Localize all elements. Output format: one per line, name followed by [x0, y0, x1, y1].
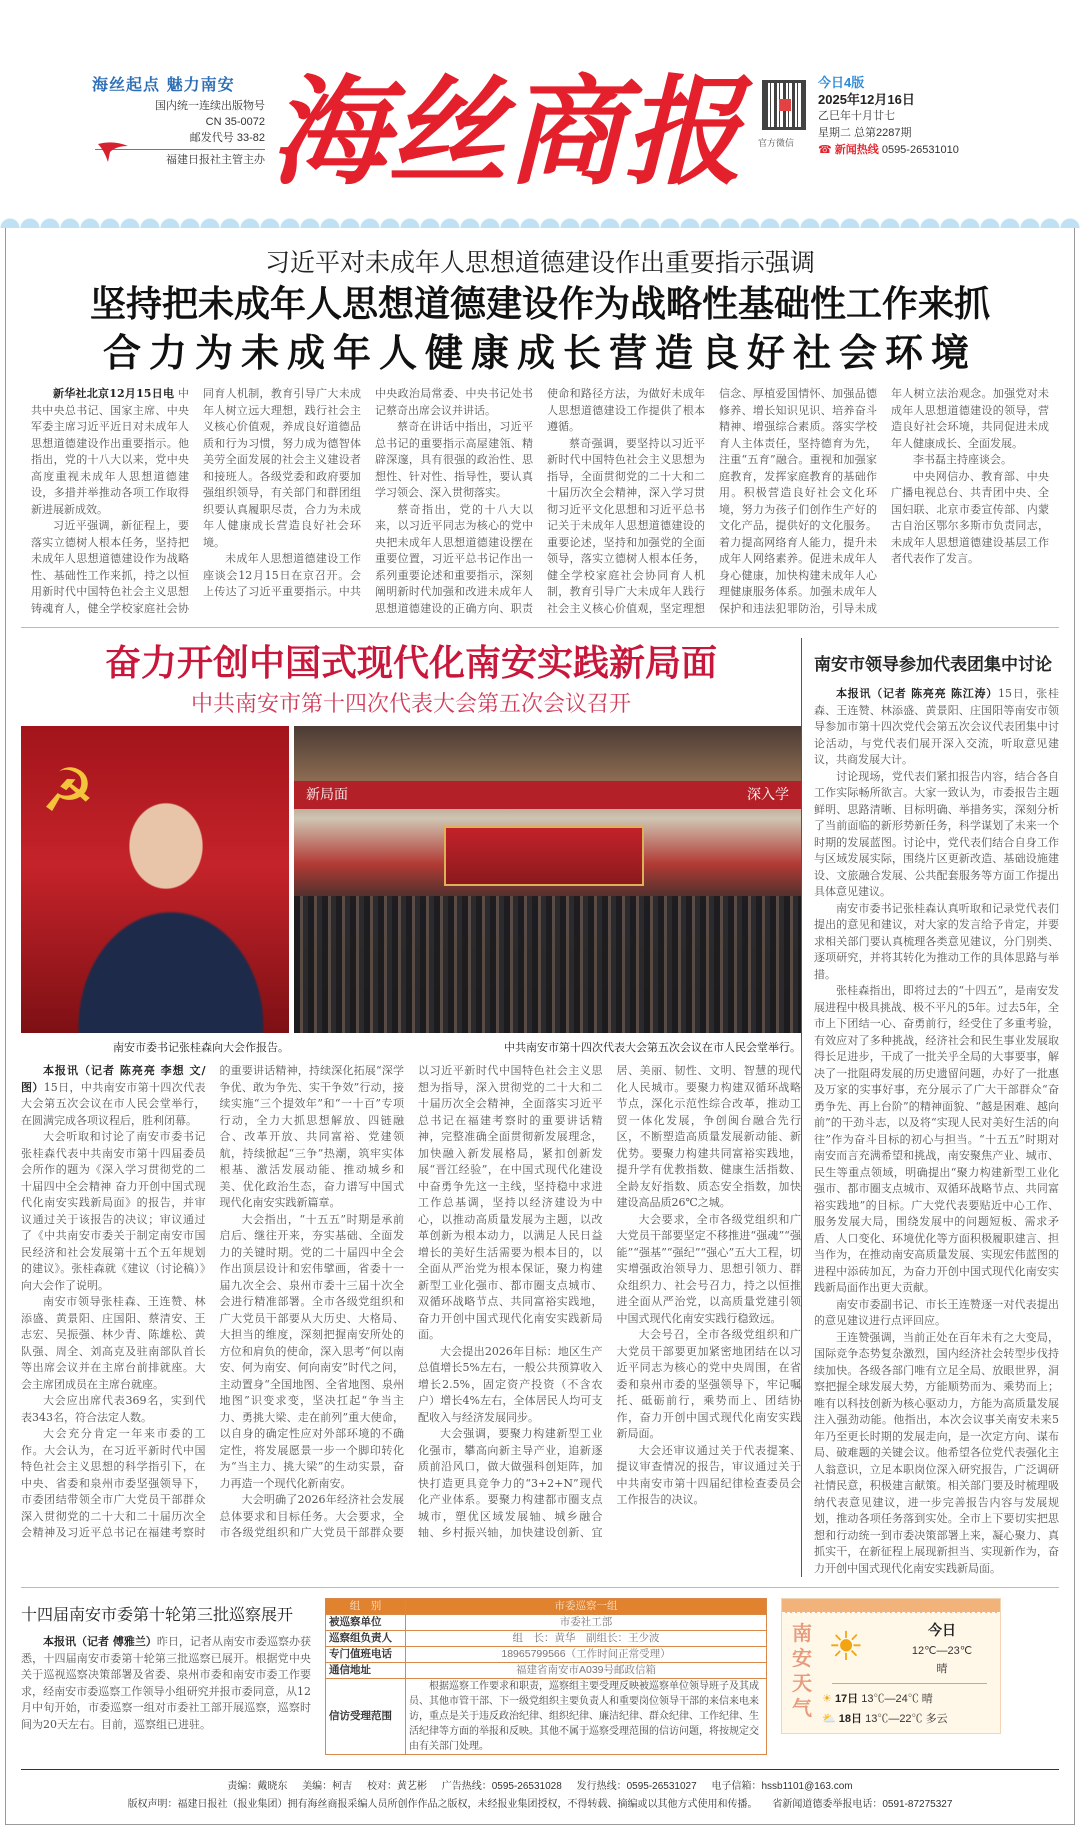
table-row [326, 1631, 767, 1647]
paragraph-text: 大会明确了2026年经济社会发展总体要求和目标任务。大会要求，全市各级党组织和广大党员干部群众要以习近平新时代中国特色社会主义思想为指导，深入贯彻党的二十大和二十届历次全会精神，全面落实习近平总书记在福建考察时的重要讲话精神，完整准确全面贯彻新发展理念，加快融入新发展格局，紧扣创新发展“晋江经验”，在中国式现代化建设中奋勇争先这一主线，坚持稳中求进工作总基调，坚持以经济建设为中心，以推动高质量发展为主题，以改革创新为根本动力，以满足人民日益增长的美好生活需要为根本目的，以全面从严治党为根本保证，聚力构建新型工业化强市、都市圈支点城市、双循环战略节点、共同富裕实践地，奋力开创中国式现代化南安实践新局面。 [219, 1064, 603, 1539]
footer-copyright [21, 1796, 1059, 1814]
congress-subheadline: 中共南安市第十四次代表大会第五次会议召开 [190, 691, 631, 716]
designer: 美编：柯吉 [302, 1781, 353, 1792]
row-value: 福建省南安市A039号邮政信箱 [406, 1663, 767, 1679]
sun-icon: ☀ [822, 1693, 832, 1705]
paragraph [21, 1129, 206, 1294]
page-frame [5, 228, 1075, 1825]
forecast-range: 13℃—22℃ [865, 1713, 923, 1725]
decorative-strip [782, 1599, 1000, 1613]
proofreader: 校对：黄艺彬 [366, 1781, 427, 1792]
issue-date: 2025年12月16日 [818, 92, 915, 107]
table-row [326, 1679, 767, 1755]
paragraph-text: 大会充分肯定一年来市委的工作。大会认为，在习近平新时代中国特色社会主义思想的科学指引下，在中央、省委和泉州市委坚强领导下，市委团结带领全市广大党员干部群众深入贯彻党的二十大和二十届历次全会精神及习近平总书记在福建考察时的重要讲话精神，持续深化拓展“深学争优、敢为争先、实干争效”行动，接续实施“三个提效年”和“一十百”专项行动，全力大抓思想解放、四链融合、改革开放、共同富裕、党建领航，持续掀起“三争”热潮，筑牢实体根基、激活发展动能、推动城乡和美、优化政治生态，奋力谱写中国式现代化南安实践新篇章。 [21, 1064, 404, 1539]
ad-hotline: 广告热线：0595-26531028 [441, 1781, 562, 1792]
paragraph [814, 983, 1059, 1297]
sponsor: 福建日报社主管主办 [166, 154, 265, 166]
table-header-row [326, 1599, 767, 1615]
banner-text-left: 新局面 [306, 787, 348, 803]
audience [294, 896, 801, 1033]
phone-icon: ☎ [818, 144, 832, 156]
paragraph-text: 讨论现场，党代表们紧扣报告内容，结合各自工作实际畅所欲言。大家一致认为，市委报告主题鲜明、思路清晰、目标明确、举措务实，深刻分析了当前面临的新形势新任务，科学谋划了未来一个时期的发展蓝图。讨论中，党代表们结合自身工作与区域发展实际，围绕片区更新改造、基础设施建设、文旅融合发展、公共配套服务等方面工作提出具体意见建议。 [814, 769, 1059, 898]
publisher-logo-icon [98, 140, 128, 162]
cn-number: CN 35-0072 [205, 116, 265, 128]
paragraph-text: 大会要求，全市各级党组织和广大党员干部要坚定不移推进“强魂”“强能”“强基”“强纪”“强心”五大工程，切实增强政治领导力、思想引领力、群众组织力、社会号召力，持之以恒推进全面从严治党，以高质量党建引领中国式现代化南安实践行稳致远。 [616, 1212, 801, 1325]
delegation-story-body [814, 686, 1059, 1577]
forecast-condition: 晴 [921, 1693, 933, 1705]
paragraph-text: 蔡奇指出，党的十八大以来，以习近平同志为核心的党中央把未成年人思想道德建设摆在重要位置，习近平总书记作出一系列重要论述和重要指示，深刻阐明新时代加强和改进未成年人思想道德建设的正确方向、职责使命和路径方法，为做好未成年人思想道德建设工作提供了根本遵循。 [375, 387, 705, 615]
paragraph [814, 901, 1059, 984]
paragraph-text: 中央网信办、教育部、中央广播电视总台、共青团中央、全国妇联、北京市委宣传部、内蒙古自治区鄂尔多斯市负责同志，未成年人思想道德建设基层工作者代表作了发言。 [891, 469, 1049, 565]
weekday-issue: 星期二 总第2287期 [818, 127, 912, 139]
row-label: 被巡察单位 [326, 1615, 406, 1631]
patrol-story-body [21, 1634, 311, 1733]
serial-label: 国内统一连续出版物号 [155, 100, 265, 112]
paragraph [418, 1344, 603, 1427]
patrol-headline: 十四届南安市委第十轮第三批巡察展开 [21, 1607, 294, 1624]
paragraph-text: 李书磊主持座谈会。 [913, 453, 1012, 466]
qr-code-icon[interactable] [762, 80, 806, 130]
lead-kicker: 习近平对未成年人思想道德建设作出重要指示强调 [264, 249, 815, 277]
forecast-day: 17日 [834, 1693, 859, 1705]
delegation-story [801, 638, 1059, 1577]
photo-row [21, 726, 801, 1033]
row-label: 巡察组负责人 [326, 1631, 406, 1647]
weather-today-condition: 晴 [936, 1662, 948, 1675]
dateline: 新华社北京12月15日电 [53, 387, 175, 400]
forecast-condition: 多云 [925, 1713, 948, 1725]
newspaper-title-logo: 海丝商报 [270, 62, 743, 201]
middle-section [21, 638, 1059, 1577]
row-label: 通信地址 [326, 1663, 406, 1679]
email[interactable]: 电子信箱：hssb1101@163.com [711, 1781, 853, 1792]
patrol-info-table [325, 1598, 767, 1755]
hotline-number: 0595-26531010 [881, 144, 959, 156]
paragraph-text: 南安市领导张桂森、王连赞、林添盛、黄景阳、庄国阳、蔡清安、王志宏、吴振强、林少青、陈雄松、黄队强、周全、刘高克及驻南部队首长等出席会议并在主席台前排就座。大会主席团成员在主席台就座。 [21, 1295, 206, 1391]
page-count: 今日4版 [818, 75, 865, 90]
lead-story-body [31, 386, 1049, 617]
paragraph-text: 大会指出，“十五五”时期是承前启后、继往开来，夯实基础、全面发力的关键时期。党的二十届四中全会作出顶层设计和宏伟擘画，省委十一届九次全会、泉州市委十三届十次全会进行精准部署。全市各级党组织和广大党员干部要从大历史、大格局、大担当的维度，深刻把握南安所处的方位和肩负的使命，深入思考“何以南安、何为南安、何向南安”时代之问，主动置身“全国地图、全省地图、泉州地图”识变求变，坚决扛起“争当主力、勇挑大梁、走在前列”重大使命，以自身的确定性应对外部环境的不确定性，将发展愿景一步一个脚印转化为“当主力、挑大梁”的生动实景，奋力再造一个现代化新南安。 [219, 1212, 404, 1490]
editor: 责编：戴晓东 [227, 1781, 288, 1792]
qr-label: 官方微信 [758, 138, 795, 148]
congress-headline: 奋力开创中国式现代化南安实践新局面 [104, 642, 717, 683]
paragraph-text: 大会强调，要聚力构建新型工业化强市，攀高向新主导产业，追新逐质前沿风口，做大做强科创矩阵，加快打造更具竞争力的“3+2+N”现代化产业体系。要聚力构建都市圈支点城市，塑优区域发展轴、城乡融合轴、乡村振兴轴，加快建设创新、宜居、美丽、韧性、文明、智慧的现代化人民城市。要聚力构建双循环战略节点，深化示范性综合改革，推动工贸一体化发展，争创闽台融合先行区，不断塑造高质量发展新动能、新优势。要聚力构建共同富裕实践地，提升学有优教指数、健康生活指数、全龄友好指数、质态安全指数，加快建设高品质26℃之城。 [418, 1064, 801, 1539]
weather-box [781, 1598, 1001, 1734]
photo-caption-right: 中共南安市第十四次代表大会第五次会议在市人民会堂举行。 [504, 1042, 801, 1054]
paragraph [814, 1330, 1059, 1578]
lead-headline-2: 合力为未成年人健康成长营造良好社会环境 [102, 330, 977, 375]
paragraph-text: 15日，中共南安市第十四次代表大会第五次会议在市人民会堂举行，在圆满完成各项议程后，胜利闭幕。 [21, 1080, 206, 1127]
weather-today-range: 12℃—23℃ [911, 1645, 973, 1657]
row-value: 根据巡察工作要求和职责，巡察组主要受理反映被巡察单位领导班子及其成员、其他市管干部、下一级党组织主要负责人和重要岗位领导干部的来信来电来访，重点是关于违反政治纪律、组织纪律、廉洁纪律、群众纪律、工作纪律、生活纪律等方面的举报和反映。其他不属于巡察受理范围的信访问题，将按规定交由有关部门处理。 [406, 1679, 767, 1755]
stage [444, 826, 644, 886]
table-header-label: 组 别 [326, 1599, 406, 1615]
paragraph [31, 386, 189, 518]
copyright-notice: 版权声明：福建日报社（报业集团）拥有海丝商报采编人员所创作作品之版权，未经报业集团授权，不得转载、摘编或以其他方式使用和传播。 [127, 1799, 758, 1810]
paragraph [617, 1327, 802, 1443]
paragraph-text: 中共中央总书记、国家主席、中央军委主席习近平近日对未成年人思想道德建设作出重要指示。他指出，党的十八大以来，党中央高度重视未成年人思想道德建设，多措并举推动各项工作取得新进展新成效。 [31, 387, 189, 516]
paragraph-text: 未成年人思想道德建设工作座谈会12月15日在京召开。会上传达了习近平重要指示。中共中央政治局常委、中央书记处书记蔡奇出席会议并讲话。 [203, 387, 533, 598]
caption-row [21, 1039, 801, 1055]
paragraph-text: 南安市委书记张桂森认真听取和记录党代表们提出的意见和建议，对大家的发言给予肯定，并要求相关部门要认真梳理各类意见建议，分门别类、逐项研究，并将其转化为推动工作的具体思路与举措。 [814, 901, 1059, 981]
delegation-headline: 南安市领导参加代表团集中讨论 [814, 655, 1052, 674]
table-header-value: 市委巡察一组 [406, 1599, 767, 1615]
paragraph [21, 1294, 206, 1393]
forecast-item [822, 1711, 948, 1727]
paragraph-text: 王连赞强调，当前正处在百年未有之大变局，国际竞争态势复杂激烈，国内经济社会转型步伐持续加快。各级各部门唯有立足全局、放眼世界，洞察把握全球发展大势，方能顺势而为、乘势而上；唯有以科技创新为核心驱动力，方能为高质量发展注入强劲动能。他指出，本次会议事关南安未来5年乃至更长时期的发展走向，是一次定方向、谋布局、破难题的关键会议。他希望各位党代表强化主人翁意识，立足本职岗位深入研究报告，广泛调研社情民意，积极建言献策。相关部门要及时梳理吸纳代表意见建议，进一步完善报告内容与发展规划，推动各项任务落到实处。全市上下要切实把思想和行动统一到市委决策部署上来，凝心聚力、真抓实干，在新征程上展现新担当、实现新作为，奋力开创中国式现代化南安实践新局面。 [814, 1330, 1059, 1575]
divider [21, 1587, 1059, 1588]
masthead-slogan: 海丝起点 魅力南安 [92, 75, 235, 94]
sun-icon: ☀ [828, 1624, 864, 1670]
paragraph [21, 1393, 206, 1426]
paragraph-text: 张桂森指出，即将过去的“十四五”，是南安发展进程中极具挑战、极不平凡的5年。过去5年，全市上下团结一心、奋勇前行，经受住了多重考验，有效应对了多种挑战，经济社会和民生事业发展取得长足进步，干成了一批关乎全局的大事要事，解决了一批阻碍发展的历史遗留问题，办好了一批惠及万家的实事好事，充分展示了广大干部群众“奋勇争先、再上台阶”的精神面貌、“越是困难、越向前”的干劲斗志，以及将“实现人民对美好生活的向往”作为奋斗目标的初心与担当。“十五五”时期对南安而言充满希望和挑战，南安聚焦产业、城市、民生等重点领域，明确提出“聚力构建新型工业化强市、都市圈支点城市、双循环战略节点、共同富裕实践地”的目标。广大党代表要贴近中心工作、服务发展大局，围绕发展中的问题短板、需求矛盾、人口变化、环境优化等方面积极履职建言、担当作为，在推动南安高质量发展、实现宏伟蓝图的进程中添砖加瓦，为奋力开创中国式现代化南安实践新局面作出更大贡献。 [814, 984, 1059, 1294]
paragraph [814, 686, 1059, 769]
paragraph-text: 南安市委副书记、市长王连赞逐一对代表提出的意见建议进行点评回应。 [814, 1297, 1059, 1327]
distribution-hotline: 发行热线：0595-26531027 [576, 1781, 697, 1792]
table-row [326, 1647, 767, 1663]
footer-credits [21, 1778, 1059, 1796]
paragraph [891, 452, 1049, 469]
lead-headline-1: 坚持把未成年人思想道德建设作为战略性基础性工作来抓 [89, 283, 990, 325]
dateline: 本报讯（记者 陈亮亮 李想 文/图） [21, 1064, 206, 1094]
party-emblem-icon: ☭ [41, 756, 95, 826]
paragraph-text: 蔡奇强调，要坚持以习近平新时代中国特色社会主义思想为指导，全面贯彻党的二十大和二十届历次全会精神，深入学习贯彻习近平文化思想和习近平总书记关于未成年人思想道德建设的重要论述，坚持和加强党的全面领导，落实立德树人根本任务，健全学校家庭社会协同育人机制，教育引导广大未成年人践行社会主义核心价值观，坚定理想信念、厚植爱国情怀、加强品德修养、增长知识见识、培养奋斗精神、增强综合素质。落实学校育人主体责任，坚持德育为先，注重“五育”融合。重视和加强家庭教育，发挥家庭教育的基础作用。积极营造良好社会文化环境，努力为孩子们创作生产好的文化产品，提供好的文化服务。着力提高网络育人能力，提升未成年人网络素养。促进未成年人身心健康，加快构建未成年人心理健康服务体系。加强未成年人保护和违法犯罪防治，引导未成年人树立法治观念。加强党对未成年人思想道德建设的领导，营造良好社会环境，共同促进未成年人健康成长、全面发展。 [547, 387, 1049, 615]
hall-banner [294, 781, 801, 809]
congress-story [21, 638, 801, 1577]
lunar-date: 乙巳年十月廿七 [818, 110, 895, 122]
paragraph-text: 习近平强调，新征程上，要落实立德树人根本任务，坚持把未成年人思想道德建设作为战略性、基础性工作来抓，持之以恒用新时代中国特色社会主义思想铸魂育人，健全学校家庭社会协同育人机制，教育引导广大未成年人树立远大理想，践行社会主义核心价值观，养成良好道德品质和行为习惯，努力成为德智体美劳全面发展的社会主义建设者和接班人。各级党委和政府要加强组织领导，有关部门和群团组织要认真履职尽责，合力为未成年人健康成长营造良好社会环境。 [31, 387, 361, 615]
ethics-hotline: 省新闻道德委举报电话：0591-87275327 [772, 1799, 953, 1810]
paragraph [814, 769, 1059, 901]
row-label: 信访受理范围 [326, 1679, 406, 1755]
row-label: 专门值班电话 [326, 1647, 406, 1663]
forecast-range: 13℃—24℃ [861, 1693, 919, 1705]
congress-story-body [21, 1063, 801, 1542]
patrol-story [21, 1598, 311, 1733]
paragraph [814, 1297, 1059, 1330]
bottom-section [21, 1598, 1059, 1755]
divider [832, 1683, 987, 1684]
table-row [326, 1663, 767, 1679]
dateline: 本报讯（记者 陈亮亮 陈江涛） [836, 687, 998, 700]
paragraph-text: 大会还审议通过关于代表提案、提议审查情况的报告，审议通过关于中共南安市第十四届纪律检查委员会工作报告的决议。 [616, 1443, 801, 1506]
table-row [326, 1615, 767, 1631]
dateline: 本报讯（记者 傅雅兰） [43, 1635, 157, 1648]
banner-text-right: 深入学 [747, 787, 789, 803]
paragraph-text: 昨日，记者从南安市委巡察办获悉，十四届南安市委第十轮第三批巡察已展开。根据党中央关于巡视巡察决策部署及省委、泉州市委和南安市委工作要求，经南安市委巡察工作领导小组研究并报市委同意，从12月中旬开始，市委巡察一组对市委社工部开展巡察，巡察时间为20天左右。目前，巡察组已进驻。 [21, 1635, 311, 1731]
paragraph [891, 469, 1049, 568]
row-value: 组 长：黄华 副组长：王少波 [406, 1631, 767, 1647]
weather-title: 南安天气 [792, 1621, 812, 1720]
issue-info [818, 74, 1068, 159]
paragraph-text: 大会号召，全市各级党组织和广大党员干部要更加紧密地团结在以习近平同志为核心的党中央周围，在省委和泉州市委的坚强领导下，牢记嘱托、砥砺前行，乘势而上、团结协作，奋力开创中国式现代化南安实践新局面。 [616, 1328, 801, 1440]
row-value: 18965799566（工作时间正常受理） [406, 1647, 767, 1663]
paragraph-text: 大会提出2026年目标：地区生产总值增长5%左右，一般公共预算收入增长2.5%，固定资产投资（不含农户）增长4%左右，全体居民人均可支配收入与经济发展同步。 [418, 1344, 603, 1424]
paragraph-text: 蔡奇在讲话中指出，习近平总书记的重要指示高屋建瓴、精辟深邃，具有很强的政治性、思想性、针对性、指导性，要认真学习领会、深入贯彻落实。 [375, 420, 533, 499]
divider [21, 627, 1059, 628]
paragraph-text: 大会听取和讨论了南安市委书记张桂森代表中共南安市第十四届委员会所作的题为《深入学习贯彻党的二十届四中全会精神 奋力开创中国式现代化南安实践新局面》的报告，并审议通过关于该报告的决议；审议通过了《中共南安市委关于制定南安市国民经济和社会发展第十五个五年规划的建议》。张桂森就《建议（讨论稿）》向大会作了说明。 [21, 1130, 206, 1292]
photo-caption-left: 南安市委书记张桂森向大会作报告。 [113, 1042, 289, 1054]
paragraph-text: 15日，张桂森、王连赞、林添盛、黄景阳、庄国阳等南安市领导参加市第十四次党代会第五次会议代表团集中讨论活动，与党代表们展开深入交流，听取意见建议，共商发展大计。 [814, 687, 1059, 766]
paragraph [375, 419, 533, 502]
hotline-label: 新闻热线 [834, 144, 879, 156]
row-value: 市委社工部 [406, 1615, 767, 1631]
divider [21, 1769, 1059, 1770]
paragraph [220, 1212, 405, 1493]
paragraph [21, 1634, 311, 1733]
masthead [0, 0, 1080, 228]
forecast-item [822, 1691, 933, 1707]
postal-code: 邮发代号 33-82 [189, 132, 265, 144]
paragraph [21, 1063, 206, 1129]
speaker-photo [21, 726, 289, 1033]
paragraph-text: 大会应出席代表369名，实到代表343名，符合法定人数。 [21, 1394, 206, 1424]
partly-cloudy-icon: ⛅ [822, 1713, 836, 1725]
wave-decoration [0, 208, 1080, 228]
forecast-day: 18日 [838, 1713, 863, 1725]
weather-today-label: 今日 [928, 1623, 956, 1639]
paragraph [617, 1212, 802, 1328]
assembly-hall-photo [294, 726, 801, 1033]
paragraph [617, 1443, 802, 1509]
